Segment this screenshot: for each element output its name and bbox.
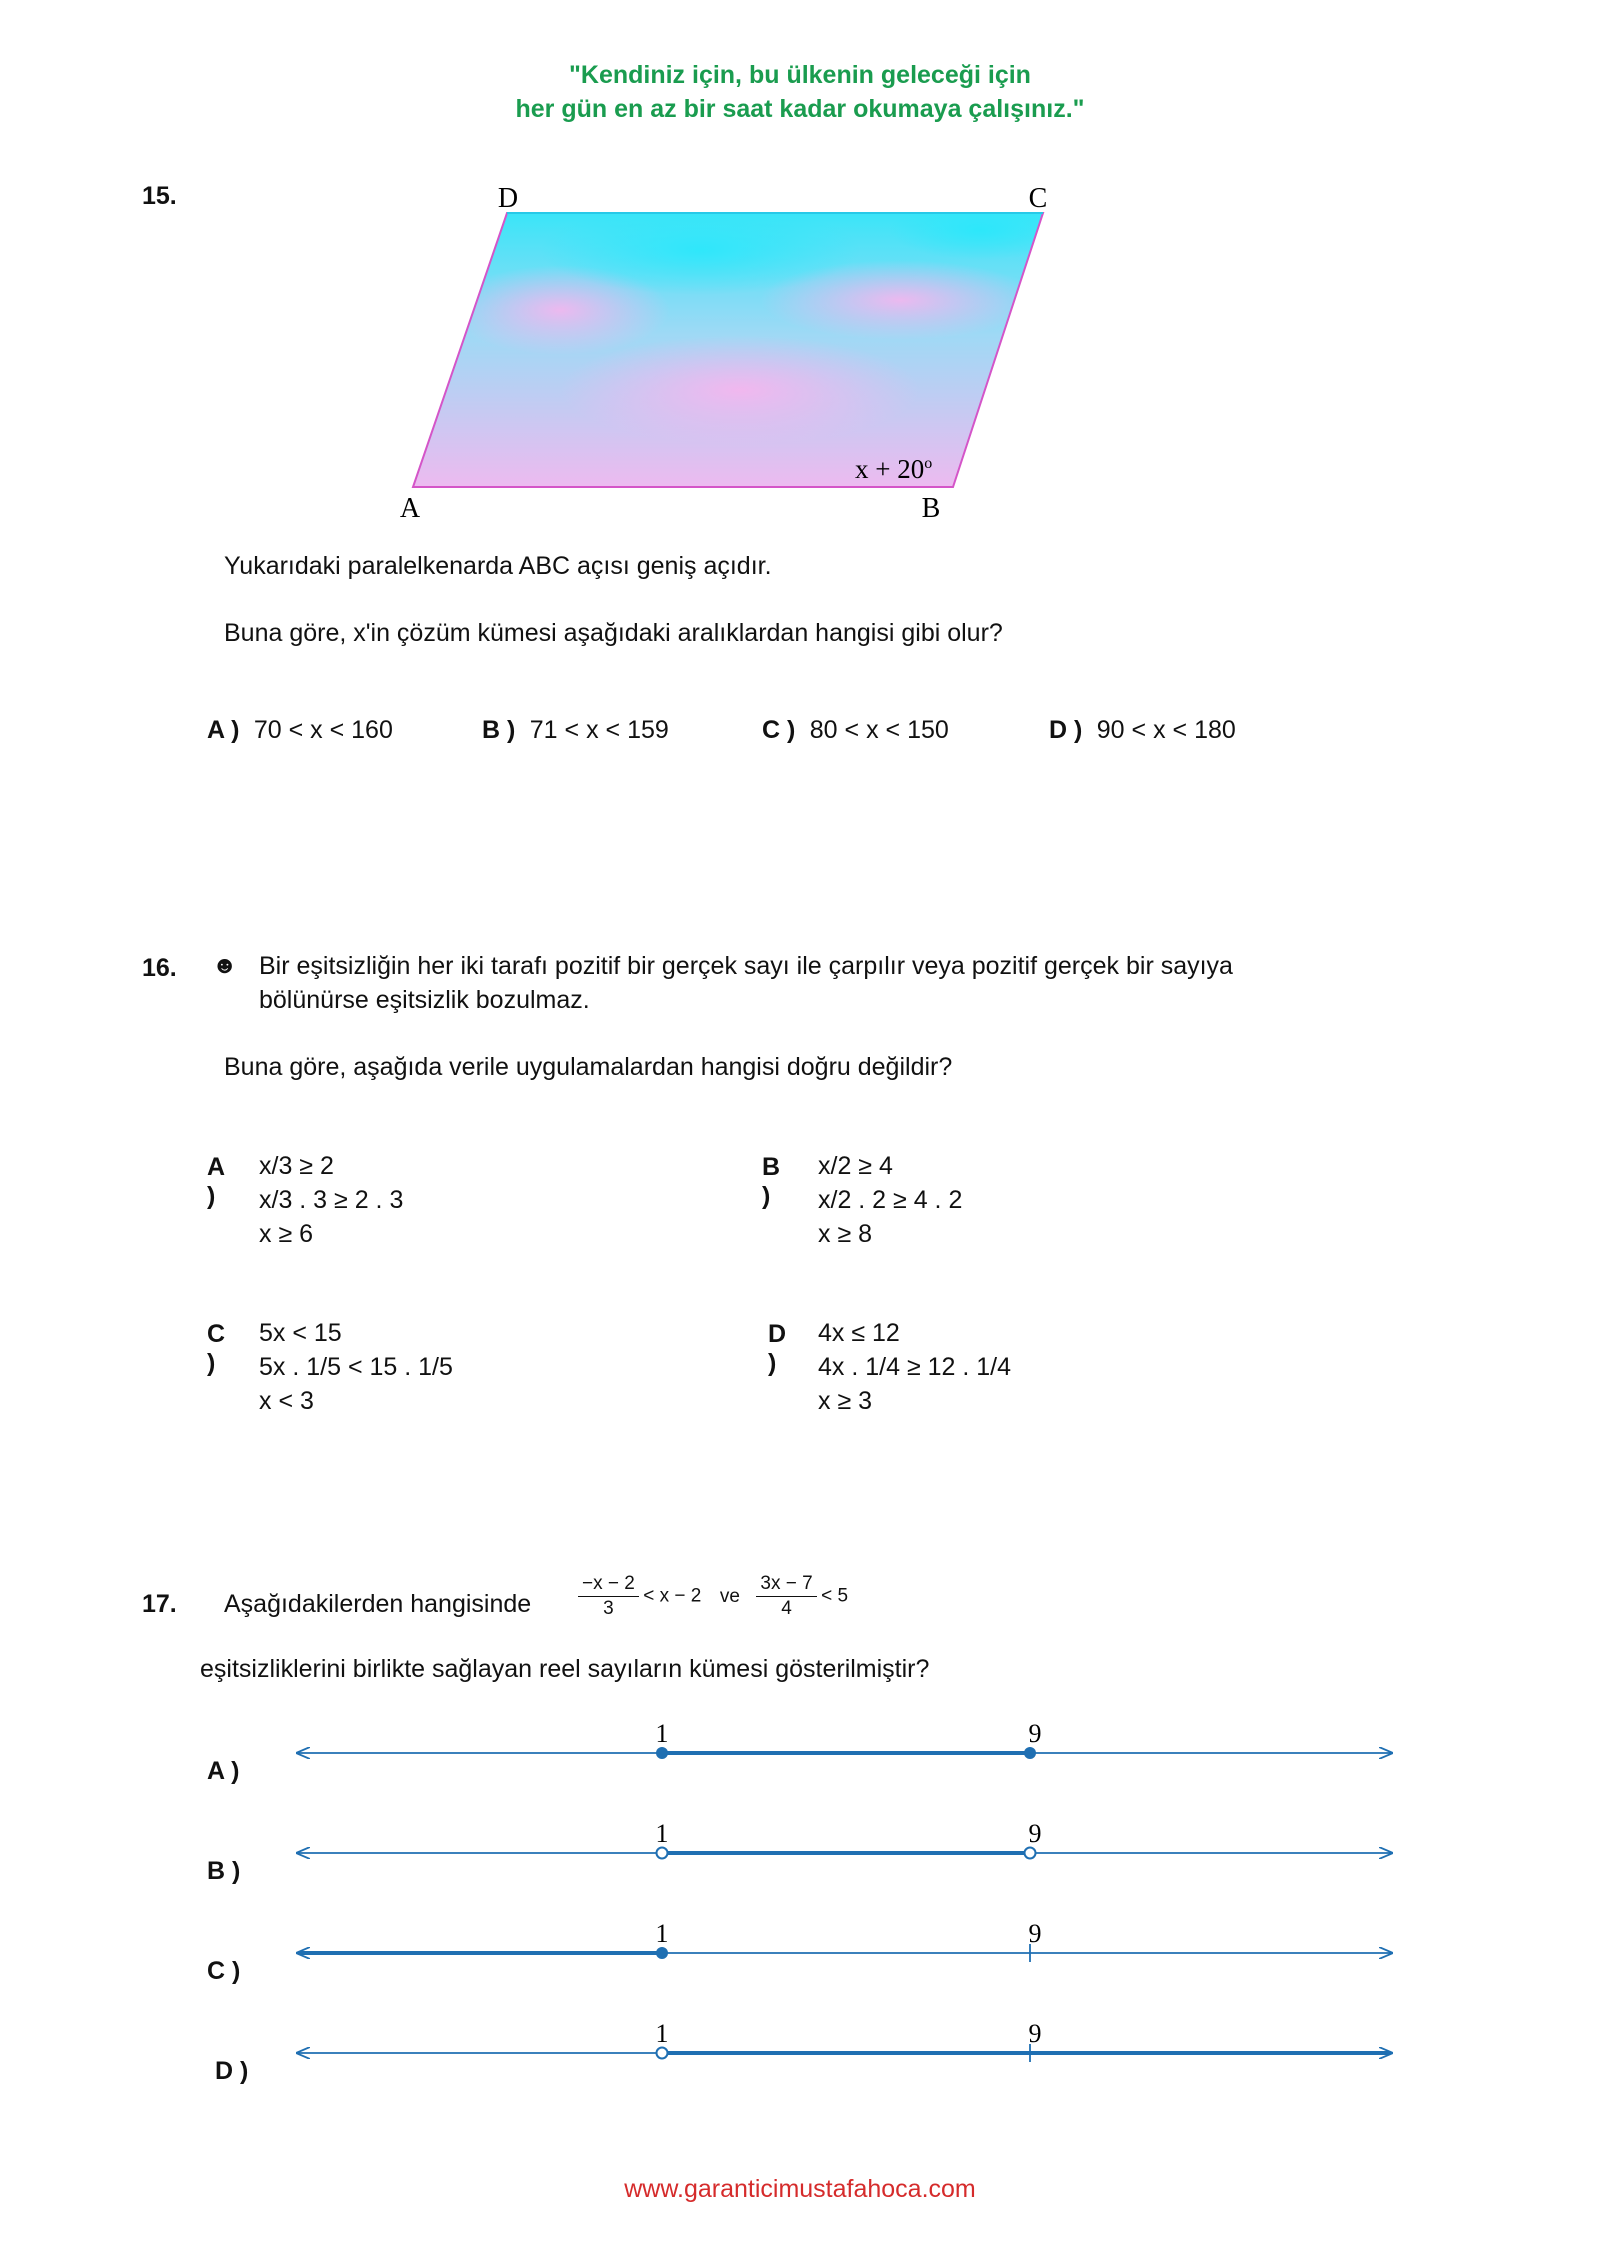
step-line: x/2 . 2 ≥ 4 . 2 xyxy=(818,1186,963,1214)
step-line: x ≥ 3 xyxy=(818,1387,873,1415)
inequality-joiner: ve xyxy=(719,1585,740,1607)
step-line: 5x < 15 xyxy=(259,1319,342,1347)
step-line: x/2 ≥ 4 xyxy=(818,1152,893,1180)
number-lines-figure xyxy=(0,1700,1600,2100)
tick-label-9: 9 xyxy=(1028,1919,1042,1948)
q15-option-c[interactable] xyxy=(762,716,949,745)
option-label: D ) xyxy=(768,1320,787,1377)
option-label: D ) xyxy=(1049,716,1083,744)
step-line: 4x . 1/4 ≥ 12 . 1/4 xyxy=(818,1353,1012,1381)
q16-question: Buna göre, aşağıda verile uygulamalardan hangisi doğru değildir? xyxy=(224,1053,953,1081)
quote-line-2: her gün en az bir saat kadar okumaya çalışınız." xyxy=(515,95,1085,123)
quote-line-1: "Kendiniz için, bu ülkenin geleceği için xyxy=(569,61,1031,89)
vertex-a-label: A xyxy=(399,493,421,524)
parallelogram-figure xyxy=(0,0,1600,540)
footer-website-link[interactable]: www.garanticimustafahoca.com xyxy=(624,2175,976,2203)
q17-option-b-label[interactable]: B ) xyxy=(207,1857,241,1885)
closed-point-1 xyxy=(656,1947,668,1959)
closed-point-1 xyxy=(656,1747,668,1759)
closed-point-9 xyxy=(1024,1747,1036,1759)
step-line: 4x ≤ 12 xyxy=(818,1319,900,1347)
step-line: x ≥ 6 xyxy=(259,1220,314,1248)
option-label: A ) xyxy=(207,716,240,744)
option-text: 90 < x < 180 xyxy=(1096,716,1236,744)
option-steps xyxy=(259,1149,403,1251)
fraction-2 xyxy=(756,1572,816,1621)
question-15-number: 15. xyxy=(142,182,177,210)
number-line-c xyxy=(297,1919,1392,1962)
vertex-d-label: D xyxy=(497,183,519,214)
step-line: x ≥ 8 xyxy=(818,1220,873,1248)
q16-statement-line-1: Bir eşitsizliğin her iki tarafı pozitif bir gerçek sayı ile çarpılır veya pozitif gerçek bir sayıya xyxy=(259,952,1233,980)
option-label: B ) xyxy=(482,716,516,744)
step-line: x/3 ≥ 2 xyxy=(259,1152,334,1180)
angle-b-label: $x + 20^o$ xyxy=(855,454,933,484)
q15-option-a[interactable] xyxy=(207,716,393,745)
q17-question: eşitsizliklerini birlikte sağlayan reel sayıların kümesi gösterilmiştir? xyxy=(200,1655,930,1683)
number-line-a xyxy=(297,1719,1392,1759)
fraction-1-numerator: −x − 2 xyxy=(578,1572,639,1597)
tick-label-9: 9 xyxy=(1028,1719,1042,1748)
smiley-bullet-icon: ☻ xyxy=(212,952,238,979)
inequality-2-rest: < 5 xyxy=(821,1585,849,1607)
inequality-1-rest: < x − 2 xyxy=(643,1585,702,1607)
number-line-b xyxy=(297,1819,1392,1859)
q16-statement-line-2: bölünürse eşitsizlik bozulmaz. xyxy=(259,986,590,1014)
option-label: C ) xyxy=(207,1320,226,1377)
q17-option-d-label[interactable]: D ) xyxy=(215,2057,249,2085)
option-label: B ) xyxy=(762,1153,781,1210)
open-point-1 xyxy=(657,1848,668,1859)
tick-label-1: 1 xyxy=(655,1819,669,1848)
option-steps xyxy=(818,1149,962,1251)
fraction-1-denominator: 3 xyxy=(603,1598,614,1619)
option-text: 71 < x < 159 xyxy=(529,716,669,744)
question-17-number: 17. xyxy=(142,1590,177,1618)
tick-label-9: 9 xyxy=(1028,1819,1042,1848)
fraction-2-denominator: 4 xyxy=(781,1598,792,1619)
q15-statement: Yukarıdaki paralelkenarda ABC açısı geniş açıdır. xyxy=(224,552,772,580)
vertex-c-label: C xyxy=(1028,183,1048,214)
q15-question: Buna göre, x'in çözüm kümesi aşağıdaki aralıklardan hangisi gibi olur? xyxy=(224,619,1003,647)
option-text: 80 < x < 150 xyxy=(809,716,949,744)
tick-label-9: 9 xyxy=(1028,2019,1042,2048)
tick-label-1: 1 xyxy=(655,1719,669,1748)
number-line-d xyxy=(297,2019,1392,2062)
open-point-1 xyxy=(657,2048,668,2059)
option-label: C ) xyxy=(762,716,796,744)
open-point-9 xyxy=(1025,1848,1036,1859)
option-label: A ) xyxy=(207,1153,225,1210)
option-steps xyxy=(259,1316,453,1418)
option-text: 70 < x < 160 xyxy=(253,716,393,744)
step-line: x/3 . 3 ≥ 2 . 3 xyxy=(259,1186,404,1214)
q15-option-b[interactable] xyxy=(482,716,669,745)
fraction-2-numerator: 3x − 7 xyxy=(756,1572,816,1597)
tick-label-1: 1 xyxy=(655,2019,669,2048)
q17-option-a-label[interactable]: A ) xyxy=(207,1757,240,1785)
vertex-b-label: B xyxy=(921,493,941,524)
step-line: x < 3 xyxy=(259,1387,314,1415)
option-steps xyxy=(818,1316,1011,1418)
question-16-number: 16. xyxy=(142,954,177,982)
step-line: 5x . 1/5 < 15 . 1/5 xyxy=(259,1353,453,1381)
q17-option-c-label[interactable]: C ) xyxy=(207,1957,241,1985)
q17-inequalities xyxy=(578,1572,848,1621)
fraction-1 xyxy=(578,1572,639,1621)
q17-intro-text: Aşağıdakilerden hangisinde xyxy=(224,1590,532,1618)
tick-label-1: 1 xyxy=(655,1919,669,1948)
q15-option-d[interactable] xyxy=(1049,716,1236,745)
